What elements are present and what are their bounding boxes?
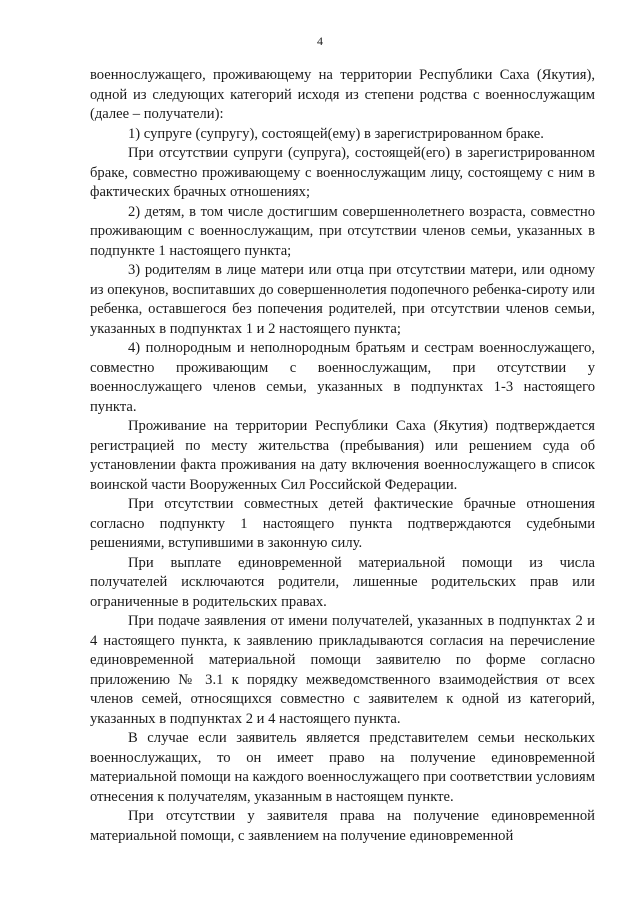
paragraph-marital-relations: При отсутствии совместных детей фактические брачные отношения согласно подпункту 1 настоящего пункта подтверждаются судебными решениями, вступившими в законную силу. [90,496,595,551]
paragraph-consent-requirement: При подаче заявления от имени получателей, указанных в подпунктах 2 и 4 настоящего пункта, к заявлению прикладываются согласия на перечисление единовременной материальной помощи заявителю по форме согласно приложению № 3.1 к порядку межведомственного взаимодействия от всех членов семей, относящихся совместно с заявителем к одной из категорий, указанных в подпунктах 2 и 4 настоящего пункта. [90,613,595,727]
paragraph-item-1-alternative: При отсутствии супруги (супруга), состоящей(его) в зарегистрированном браке, совместно проживающему с военнослужащим лицу, состоящему с ним в фактических брачных отношениях; [90,145,595,200]
paragraph-item-1: 1) супруге (супругу), состоящей(ему) в зарегистрированном браке. [128,125,544,142]
paragraph-item-2: 2) детям, в том числе достигшим совершеннолетнего возраста, совместно проживающим с военнослужащим, при отсутствии членов семьи, указанных в подпункте 1 настоящего пункта; [90,203,595,259]
paragraph-continuation: военнослужащего, проживающему на территории Республики Саха (Якутия), одной из следующих категорий исходя из степени родства с военнослужащим (далее – получатели): [90,67,595,122]
paragraph-no-entitlement: При отсутствии у заявителя права на получение единовременной материальной помощи, с заявлением на получение единовременной [90,808,595,844]
document-body [90,66,595,846]
paragraph-excluded-parents: При выплате единовременной материальной помощи из числа получателей исключаются родители, лишенные родительских прав или ограниченные в родительских правах. [90,554,595,610]
paragraph-residence-confirmation: Проживание на территории Республики Саха (Якутия) подтверждается регистрацией по месту жительства (пребывания) или решением суда об установлении факта проживания на дату включения военнослужащего в список воинской части Вооруженных Сил Российской Федерации. [90,418,595,493]
page-number: 4 [317,34,323,48]
paragraph-multiple-servicemen: В случае если заявитель является представителем семьи нескольких военнослужащих, то он имеет право на получение единовременной материальной помощи на каждого военнослужащего при соответствии условиям отнесения к получателям, указанным в настоящем пункте. [90,730,595,805]
paragraph-item-3: 3) родителям в лице матери или отца при отсутствии матери, или одному из опекунов, воспитавших до совершеннолетия подопечного ребенка-сироту или ребенка, оставшегося без попечения родителей, при отсутствии членов семьи, указанных в подпунктах 1 и 2 настоящего пункта; [90,262,595,337]
paragraph-item-4: 4) полнородным и неполнородным братьям и сестрам военнослужащего, совместно проживающим с военнослужащим, при отсутствии у военнослужащего членов семьи, указанных в подпунктах 1-3 настоящего пункта. [90,340,595,415]
